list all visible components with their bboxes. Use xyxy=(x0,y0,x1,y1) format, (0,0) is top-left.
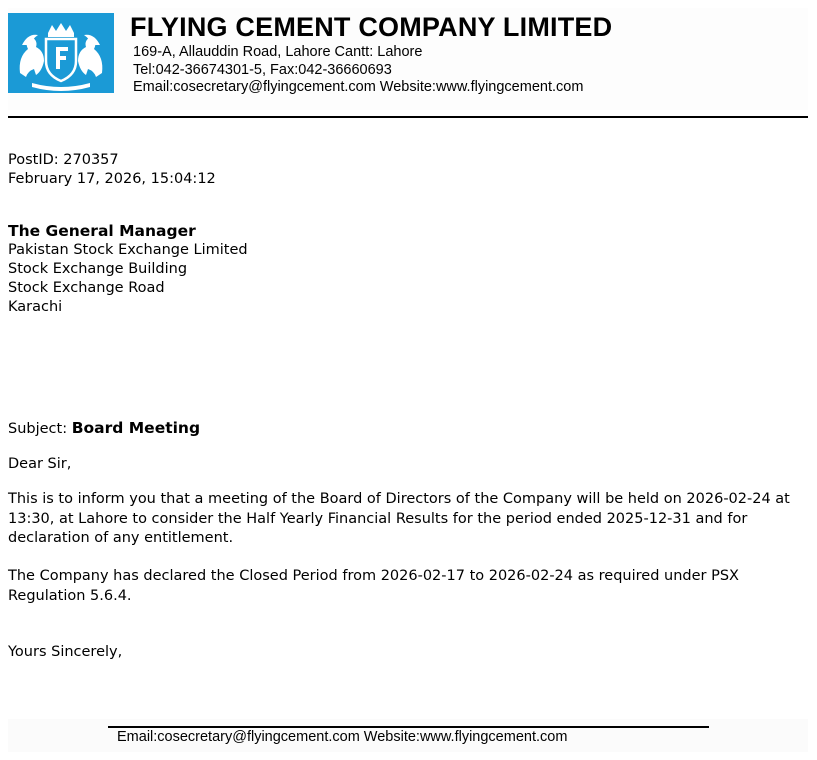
recipient-title: The General Manager xyxy=(8,222,196,240)
recipient-line: Stock Exchange Building xyxy=(8,261,188,277)
subject-value: Board Meeting xyxy=(71,419,201,437)
subject-line xyxy=(8,419,200,439)
letter-footer xyxy=(8,719,808,752)
company-logo xyxy=(8,13,114,93)
post-datetime: February 17, 2026, 15:04:12 xyxy=(8,171,216,187)
footer-divider xyxy=(108,726,709,728)
closing: Yours Sincerely, xyxy=(8,644,123,660)
salutation: Dear Sir, xyxy=(8,456,72,472)
company-phone-fax: Tel:042-36674301-5, Fax:042-36660693 xyxy=(133,62,392,78)
recipient-line: Stock Exchange Road xyxy=(8,280,165,296)
header-divider xyxy=(8,116,808,118)
body-paragraph: This is to inform you that a meeting of the Board of Directors of the Company will be held on 2026-02-24 at 13:30, at Lahore to consider the Half Yearly Financial Results for the period ended 2025-12-31 and for declaration of any entitlement. xyxy=(8,491,790,546)
post-id: PostID: 270357 xyxy=(8,152,119,168)
company-address: 169-A, Allauddin Road, Lahore Cantt: Lahore xyxy=(133,44,423,60)
recipient-line: Karachi xyxy=(8,299,63,315)
body-paragraph: The Company has declared the Closed Period from 2026-02-17 to 2026-02-24 as required under PSX Regulation 5.6.4. xyxy=(8,568,739,604)
letterhead xyxy=(8,8,808,110)
recipient-line: Pakistan Stock Exchange Limited xyxy=(8,242,248,258)
flying-cement-crest-icon xyxy=(8,13,114,93)
subject-label: Subject: xyxy=(8,421,72,437)
company-email-website: Email:cosecretary@flyingcement.com Website:www.flyingcement.com xyxy=(133,79,584,95)
footer-email-website: Email:cosecretary@flyingcement.com Website:www.flyingcement.com xyxy=(117,729,568,745)
company-name: FLYING CEMENT COMPANY LIMITED xyxy=(130,12,613,42)
